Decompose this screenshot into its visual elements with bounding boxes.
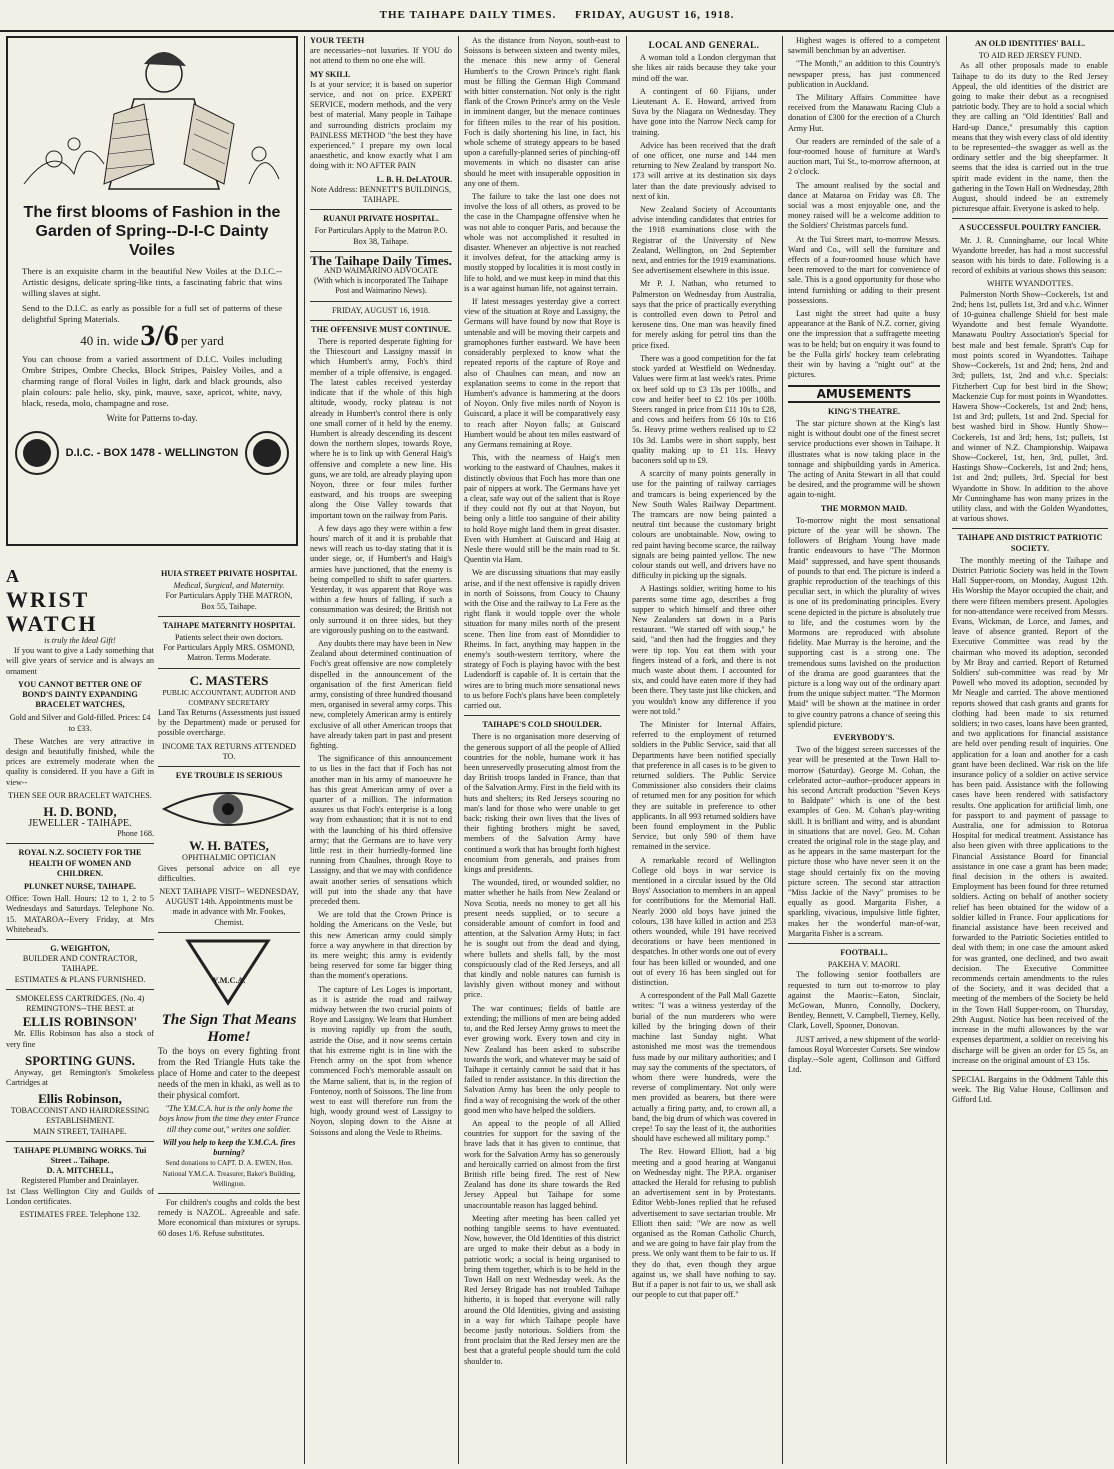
column-2 bbox=[310, 36, 452, 1464]
local-para: Advice has been received that the draft of one officer, one nurse and 144 men returning to New Zealand by transport No. 173 will arrive at its destination six days later than the date previously advised to next of kin. bbox=[632, 140, 776, 201]
shoulder-para: An appeal to the people of all Allied countries for support for the saving of the brave lads that it has given to continue, that work for the Salvation Army has so generously and heroically carried on almost from the first British rifle being fired. The rest of New Zealand has done its share towards the Red Jersey Appeal but Taihape for some unaccountable reason has lagged behind. bbox=[464, 1118, 620, 1210]
dic-seal-icon bbox=[14, 430, 60, 476]
watch-p3: Gold and Silver and Gold-filled. Prices: £4 to £33. bbox=[9, 713, 151, 733]
nazol-advert: For children's coughs and colds the best remedy is NAZOL. Agreeable and safe. More economical than mixtures or syrups. 60 doses 1/6. Refuse substitutes. bbox=[158, 1197, 300, 1238]
paper-sub: AND WAIMARINO ADVOCATE bbox=[323, 266, 438, 276]
ellis-guns: SPORTING GUNS. bbox=[24, 1052, 136, 1068]
masters-sub: PUBLIC ACCOUNTANT, AUDITOR AND COMPANY SECRETARY bbox=[162, 687, 296, 707]
bates-body2: NEXT TAIHAPE VISIT-- WEDNESDAY, AUGUST 14th. Appointments must be made in advance with Mr. Fookes, Chemist. bbox=[159, 887, 299, 927]
column-6 bbox=[952, 36, 1108, 1464]
leader-para: A few days ago they were within a few hours' march of it and it is probable that news will reach us to-day stating that it is under siege, or, if Humbert's and Haig's armies have junctioned, that the enemy is being compelled to shift to safer quarters. Yesterday, it was apparent that Roye was within a few hours of falling, if such a consummation was desired; the British not only surround it on three sides, but they are vigorously pushing on to the eastward. bbox=[310, 523, 452, 635]
leader-title: THE OFFENSIVE MUST CONTINUE. bbox=[311, 324, 451, 334]
maternity-sub: Patients select their own doctors. bbox=[174, 633, 283, 643]
ymca-body: To the boys on every fighting front from the Red Triangle Huts take the place of Home and cater to the deepest needs of the men in khaki, as well as to their physical comfort. bbox=[158, 1046, 300, 1101]
bond-phone: Phone 168. bbox=[117, 829, 154, 839]
ball-body: As all other proposals made to enable Taihape to do its duty to the Red Jersey Appeal, the old identities of the district are going to make their debut as a recognised patriotic body. They are to hold a social which they are calling an "Old Identities' Ball and Hard-up Dance," presumably this caption means that they wish every class of old identity to be represented--the swagger as well as the ordinary settler and the big sheepfarmer. It seems that the idea is carried out in the true spirit made evident in the name, then the gathering in the Town Hall on Wednesday, 28th August, should indeed be an extremely picturesque affair. Everyone is asked to help. bbox=[952, 61, 1108, 214]
football-title: FOOTBALL. bbox=[840, 948, 888, 958]
dic-price-unit: per yard bbox=[180, 333, 224, 349]
bates-sub: OPHTHALMIC OPTICIAN bbox=[182, 853, 276, 863]
oddment-advert: SPECIAL Bargains in the Oddment Table this week. The Big Value House, Collinson and Gifford Ltd. bbox=[952, 1074, 1108, 1105]
column-5 bbox=[788, 36, 940, 1464]
dic-address: D.I.C. - BOX 1478 - WELLINGTON bbox=[65, 446, 239, 459]
mormon-title: THE MORMON MAID. bbox=[820, 503, 908, 513]
dic-price-width: 40 in. wide bbox=[80, 333, 139, 349]
local-para: New Zealand Society of Accountants advise intending candidates that entries for the 1918 examinations close with the Registrar of the University of New Zealand, Wellington, on 2nd September next, and entries for the 1919 examinations. See advertisement elsewhere in this issue. bbox=[632, 205, 776, 276]
dentist-name: L. B. H. DeLATOUR. bbox=[376, 174, 452, 184]
column-rule bbox=[782, 36, 783, 1464]
bates-body: Gives personal advice on all eye difficulties. bbox=[158, 863, 300, 883]
ellis-name: ELLIS ROBINSON' bbox=[22, 1014, 138, 1030]
column-rule bbox=[946, 36, 947, 1464]
masters-body: Land Tax Returns (Assessments just issued by the Department) made or perused for possible overcharge. bbox=[158, 708, 300, 738]
plumbing-title: TAIHAPE PLUMBING WORKS. Tui Street .. Taihape. bbox=[13, 1145, 147, 1165]
watch-sub: is truly the Ideal Gift! bbox=[44, 636, 116, 645]
skill-title: MY SKILL bbox=[310, 69, 351, 79]
local-para: A scarcity of many points generally in use for the painting of railway carriages and tramcars is being experienced by the New South Wales Railway Department. The tramcars are now being painted a neutral tint because the customary bright colours are unobtainable. Now, owing to red paint having become scarce, the railway signals are being painted yellow. The new colour stands out well, and drivers have no difficulty in picking up the signals. bbox=[632, 469, 776, 581]
dic-price bbox=[14, 319, 290, 353]
left-adverts bbox=[6, 564, 154, 1220]
column-rule bbox=[626, 36, 627, 1464]
ellis-line2: REMINGTON'S--THE BEST. at bbox=[26, 1004, 134, 1014]
plunket-title: ROYAL N.Z. SOCIETY FOR THE HEALTH OF WOMEN AND CHILDREN. bbox=[18, 848, 142, 878]
patriotic-title: TAIHAPE AND DISTRICT PATRIOTIC SOCIETY. bbox=[957, 533, 1103, 553]
dic-advert bbox=[6, 36, 298, 546]
ball-title: AN OLD IDENTITIES' BALL. bbox=[974, 39, 1086, 48]
football-sub: PAKEHA V. MAORI. bbox=[827, 960, 901, 970]
watch-p2: YOU CANNOT BETTER ONE OF BOND'S DAINTY EXPANDING BRACELET WATCHES, bbox=[17, 679, 143, 710]
dic-intro: There is an exquisite charm in the beautiful New Voiles at the D.I.C.--Artistic designs, delicate spring-like tints, a fascinating fabric that wins willing slaves at sight. bbox=[22, 266, 282, 299]
shoulder-para: There is no organisation more deserving of the generous support of all the people of Allied countries for the noble, humane work it has been unreservedly prosecuting almost from the day British troops landed in France, than that of the Salvation Army. First in the field with its huts and shelters; its Red Jerseys scouring no man's land for those who were unable to get back; risking their own lives that the lives of their fighting brothers might be saved, members of the Salvation Army have continued a work that has brought forth highest encomium from generals, and praises from kings and presidents. bbox=[464, 732, 620, 875]
dentist-note: Note Address: BENNETT'S BUILDINGS, TAIHAPE. bbox=[310, 184, 452, 205]
plunket-body: Office: Town Hall. Hours: 12 to 1, 2 to 5 Wednesdays and Saturdays. Telephone No. 15. MATAROA--Every Friday, at Mrs Whitehead's. bbox=[6, 894, 154, 934]
bond-trade: JEWELLER - TAIHAPE. bbox=[28, 818, 132, 830]
eye-icon bbox=[158, 783, 298, 835]
local-title: LOCAL AND GENERAL. bbox=[648, 40, 760, 50]
everybodys-title: EVERYBODY'S. bbox=[833, 733, 895, 742]
huia-sub: Medical, Surgical, and Maternity. bbox=[173, 581, 285, 591]
plumbing-p2: ESTIMATES FREE. Telephone 132. bbox=[19, 1209, 141, 1219]
local-para: Our readers are reminded of the sale of a four-roomed house of furniture at Ward's auction mart, Tui St., to-morrow afternoon, at 2 o'clock. bbox=[788, 136, 940, 177]
paper-title: The Taihape Daily Times. bbox=[310, 252, 452, 268]
weighton-line: ESTIMATES & PLANS FURNISHED. bbox=[14, 974, 146, 984]
plumbing-trade: Registered Plumber and Drainlayer. bbox=[21, 1176, 139, 1186]
leader-para: There is reported desperate fighting for the Thiescourt and Lassigny massif in which Humbert's army, Foch's third member of a triple offensive, is engaged. The latest cables received yesterday indicate that if the whole of this high altitude, woody, rocky plateau is not already in Humbert's control there is only one small corner of it held by the enemy. Humbert is already descending its descent down the northern slopes, towards Roye, where he is to link up with General Haig's offensive and complete a new line. His guns, we are told, are already playing upon Noyon, three or four miles further eastward, and his troops are sweeping along the Oise Valley towards that important town on the railway from Paris. bbox=[310, 337, 452, 520]
ymca-sign: The Sign That Means Home! bbox=[161, 1012, 297, 1046]
local-para: At the Tui Street mart, to-morrow Messrs. Ward and Co., will sell the furniture and effects of a four-roomed house which have been removed to the mart for convenience of sale. This is a good opportunity for those who intend furnishing or adding to their present possessions. bbox=[788, 234, 940, 305]
local-para: A correspondent of the Pall Mall Gazette writes: "I was a witness yesterday of the burial of the nun murderers who were killed by the bringing down of their machine last Sunday night. What astonished me most was the tremendous fuss made by our military authorities; and I may say the comments of the spectators, of whom there were hundreds, were the reverse of complimentary. Not only were men provided as bearers, but there were actually a firing party, and, to crown all, a band, the big drum of which was covered in crepe! To say the least of it, the authorities should have eschewed all military pomp." bbox=[632, 991, 776, 1144]
watch-title-a: A bbox=[6, 566, 21, 586]
amusements-heading: AMUSEMENTS bbox=[788, 385, 940, 403]
patriotic-body: The monthly meeting of the Taihape and District Patriotic Society was held in the Town Hall Supper-room, on Monday, August 12th. His Worship the Mayor occupied the chair, and there were fifteen members present. Apologies for non-attendance were received from Messrs. Evans, Wickman, de Lorce, and James, and leave of absence granted. Report of the Executive Committee was read by the chairman who moved its adoption, seconded by Mr Bray and carried. Report of Returned Soldiers' sub-committee was read by Mr Powell who moved its adoption, seconded by Mr Neagle and carried. The above mentioned reports showed that cash grants and grants for clothing had been made to six returned soldiers; in two cases, loans have been granted, and two applications for financial assistance are held over pending result of inquiries. One application for a loan and another for a cash grant have been declined. War risk on the life insurance policy of a soldier on active service has been paid. Assistance with the following cases have been rendered with satisfactory results. One application for artificial limb, one for passport to and payment of passage to Australia, one for admission to Rotorua Hospital for medical treatment. Assistance has also been given with three applications to the Financial Assistance Board for financial assistance in one case a grant has been made; final decision in the others is awaited. Employment has been found for three returned soldiers. Acting on behalf of another society relief has been obtained for the widow of a soldier killed in France. Four applications for financial assistance have been received and forwarded to the Patriotic Societies entitled to deal with them; in one case the amount asked for was granted, one declined, and two await decision. The Executive Committee recommends certain amendments to the rules of the Society, and it was decided that a meeting of the members of the Society be held in the Town Hall Supper-room, on Thursday, 29th August. Notice has been received of the increase in the mufti allowances by the war expenses department, a soldier on receiving his discharge will be given an order for £5 5s, an increase on the original amount of £3 15s. bbox=[952, 555, 1108, 1065]
leader-para: The failure to take the last one does not involve the loss of all others, as proved to be the case in the Champagne offensive when he was not able to conquer Paris, and because the whole was not accomplished it resulted in disaster. Whenever an objective is not reached it involves defeat, for the attacking army is mostly stopped by localities it is most costly in life to hold, and we must keep in mind that this is a war against human life, not against terrain. bbox=[464, 192, 620, 293]
plumbing-name: D. A. MITCHELL, bbox=[46, 1166, 114, 1176]
ruanui-body: For Particulars Apply to the Matron P.O. Box 38, Taihape. bbox=[314, 226, 448, 246]
paper-date: FRIDAY, AUGUST 16, 1918. bbox=[331, 305, 431, 315]
leader-para: The significance of this announcement to us lies in the fact that if Foch has not another man in his army of manoeuvre he has this great American army of over a quarter of a million. The information assures us that Foch's enterprise is a long way from exhaustion; that it is not to end with the launching of his third offensive army; that the Germans are to have very little rest in their hurriedly-formed line running from Chaulnes, through Roye to Lassigny, and that we may with confidence await another series of sensations which will put into the shade any that have preceded them. bbox=[310, 754, 452, 907]
shoulder-para: The wounded, tired, or wounded soldier, no matter whether he hails from New Zealand or Nova Scotia, needs no money to get all his present needs supplied, or to secure a considerable amount of comfort in food and attention, at the Salvation Army Huts; in fact he is sought out from the dead and dying, where bullets and shells fall, by the most conspicuously clad of the Red Jerseys, and all that kindly and noble natures can furnish is lavishly given without money and without price. bbox=[464, 878, 620, 1000]
column-1b bbox=[158, 566, 300, 1464]
leader-para: We are discussing situations that may easily arise, and if the next offensive is rapidly driven in north of Soissons, from Coucy to Chauny with the Oise and the railway to La Fere as the right flank it would topple over the whole situation for many miles north of the present scene. Then line from east of Montdidier to Rheims. In fact, anything may happen in the enemy's south-western territory, where the strategy of Foch is playing havoc with the best Ludendorff is capable of. It is certain that the wires are to bring much more sensational news to us before Foch's plans have been completely carried out. bbox=[464, 568, 620, 710]
local-para: A Hastings soldier, writing home to his parents some time ago, describes a frog supper to which himself and three other New Zealanders sat down in a Paris restaurant. "We started off with soup," he said, "and then had the froggies and they were tip top. You eat them with your fingers instead of a fork, and there is not much waste about them. I accounted for six, and could have eaten more if they had been there. They taste just like chicken, and you wouldn't know any difference if you were not told." bbox=[632, 584, 776, 716]
ymca-send: Send donations to CAPT. D. A. EWEN, Hon. National Y.M.C.A. Treasurer, Baker's Building, Wellington. bbox=[162, 1159, 296, 1188]
ball-sub: TO AID RED JERSEY FUND. bbox=[978, 51, 1082, 61]
column-rule bbox=[304, 36, 305, 1464]
shoulder-para: The war continues; fields of battle are extending; the millions of men are being added to, and the Red Jersey Army grows to meet the ever growing work. Every town and city in New Zealand has been asked to subscribe towards the work, and whatever may be said of Taihape it certainly cannot be said that it has failed to render assistance. In this direction the Salvation Army has been the only people to find a way of recognising the work of the other good men who have helped the soldiers. bbox=[464, 1003, 620, 1115]
local-para: A remarkable record of Wellington College old boys in war service is mentioned in a circular issued by the Old Boys' Association to members in an appeal for contributions for the Memorial Hall. Nearly 2000 old boys have joined the colours, 138 have killed in action and 253 others wounded, while 191 have received decorations or have been mentioned in despatches. In other words one out of every four has been killed or wounded, and one out of every 16 has been singled out for distinction. bbox=[632, 855, 776, 988]
watch-p1: If you want to give a Lady something that will give years of service and is always an ornament bbox=[6, 646, 154, 676]
kings-title: KING'S THEATRE. bbox=[827, 406, 901, 416]
masters-name: C. MASTERS bbox=[189, 672, 269, 688]
leader-para: If latest messages yesterday give a correct view of the situation at Roye and Lassigny, the Germans will have found by now that Roye is untenable and will be moving their carpets and gramophones further eastward. We have been considerably perplexed to know what the repeated reports of the capture of Roye and also of Chaulnes can mean, and now an explanation seems to come in the report that Humbert's advance is hammering at the doors of Noyon. Only five miles north of Noyon is Guiscard, a place it will be comparatively easy to reach after Noyon falls; at Guiscard Humbert would be about ten miles eastward of any Germans remaining at Roye. bbox=[464, 297, 620, 449]
local-para: The amount realised by the social and dance at Mataroa on Friday was £8. The social was a most enjoyable one, and the money raised will be a welcome addition to the Soldiers' Christmas parcels fund. bbox=[788, 180, 940, 231]
skill-body: Is at your service; it is based on superior service, and not on price. EXPERT SERVICE, modern methods, and the very best of material. Many people in Taihape and surrounding districts proclaim my PAINLESS METHOD "the best they have experienced." I prepare my own local anaesthetic, and know exactly what I am doing with it: NO AFTER PAIN bbox=[310, 79, 452, 171]
watch-title-watch: WATCH bbox=[6, 611, 98, 636]
local-para: The Rev. Howard Elliott, had a big meeting and a good hearing at Wanganui on Wednesday night. The P.P.A. organiser attacked the Herald for refusing to publish an advertisement sent in by Protestants. Editor Webb-Jones replied that he refused advertisement to save sectarian trouble. Mr Elliott then said: "We are now as well organised as the Roman Catholic Church, and we are going to have fair play from the press. We only want them to be fair to us. If they do that, even though they argue against us, we shall have nothing to say. But if a paper is not fair to us, we shall ask our people to cut that paper off." bbox=[632, 1147, 776, 1300]
poultry-title: A SUCCESSFUL POULTRY FANCIER. bbox=[959, 223, 1101, 233]
column-3 bbox=[464, 36, 620, 1464]
plunket-sub: PLUNKET NURSE, TAIHAPE. bbox=[24, 882, 136, 892]
column-rule bbox=[458, 36, 459, 1464]
kings-body: The star picture shown at the King's last night is without doubt one of the finest secret service productions ever shown in Taihape. It illustrates what is now taking place in the tonnage and shipbuilding yards in America. The acting of Anita Stewart in all that could be desired, and the programme will be shown again to-night. bbox=[788, 418, 940, 500]
ellis-name2: Ellis Robinson, bbox=[38, 1091, 122, 1107]
everybodys-body: Two of the biggest screen successes of the year will be presented at the Town Hall to-morrow (Saturday). George M. Cohan, the celebrated actor--author--producer appears in his second Artcraft production "Seven Keys to Baldpate" which is one of the best examples of Geo. M. Cohan's play-writing skill. It is brilliant and witty, and is abundant in situations that are novel. Geo. M. Cohan created the original role in the stage play, and as he appears in the same masterpart for the picture those who have never seen it on the stage should certainly fix on the moving picture screen. The second star attraction "Miss Jackie of the Navy" promises to be equally as good. Margarita Fisher, a sparkling, vivacious, impulsive little fighter, makes her the wonderful man-of-war, Margarita Fisher is a scream. bbox=[788, 745, 940, 938]
dic-write: Write for Patterns to-day. bbox=[106, 413, 198, 424]
ellis-p4: MAIN STREET, TAIHAPE. bbox=[33, 1126, 127, 1136]
dic-price-value: 3/6 bbox=[140, 319, 179, 353]
teeth-title: YOUR TEETH bbox=[310, 36, 365, 45]
weighton-trade: BUILDER AND CONTRACTOR, TAIHAPE. bbox=[22, 954, 138, 974]
leader-para: The capture of Les Loges is important, as it is astride the road and railway midway between the two crucial points of Roye and Lassigny. We learn that Humbert is moving rapidly up from the south, astride the Oise, and it now seems certain that his extreme right is in line with the French army on the spot from whence commenced Foch's memorable assault on the Marne salient, that is, in the region of Fontenoy, north of Soissons. The line from west to east will therefore run from the high, woody ground west of Lassigny to Noyon, sloping down to the Aisne at Soissons and along the Vesle to Rheims. bbox=[310, 984, 452, 1137]
leader-para: We are told that the Crown Prince is holding the Americans on the Vesle, but this new American army could simply force a way anywhere in that direction by its mere weight; this army is evidently being reserved for some far bigger thing than the moment's operations. bbox=[310, 910, 452, 981]
masthead-title: THE TAIHAPE DAILY TIMES. bbox=[379, 9, 557, 21]
local-para: "The Month," an addition to this Country's newspaper press, has just commenced publication in Auckland. bbox=[788, 59, 940, 89]
plumbing-p1: 1st Class Wellington City and Guilds of London certificates. bbox=[6, 1186, 154, 1206]
ellis-line1: SMOKELESS CARTRIDGES. (No. 4) bbox=[15, 993, 145, 1003]
dic-footer bbox=[14, 430, 290, 476]
dic-headline: The first blooms of Fashion in the Garden of Spring--D-I-C Dainty Voiles bbox=[23, 204, 281, 260]
leader-para: Any doubts there may have been in New Zealand about determined continuation of Foch's great offensive are now completely dispelled in the announcement of the organisation of the first American field army, consisting of three hundred thousand men, organised in several army corps. This new, completely American army is entirely exclusive of all other American troops that have already taken part in past and present fighting. bbox=[310, 638, 452, 750]
paper-note: (With which is incorporated The Taihape Post and Waimarino News). bbox=[313, 276, 449, 296]
eye-title: EYE TROUBLE IS SERIOUS bbox=[175, 771, 283, 781]
maternity-title: TAIHAPE MATERNITY HOSPITAL bbox=[162, 620, 296, 630]
dic-send: Send to the D.I.C. as early as possible for a full set of patterns of these delightful Spring Materials. bbox=[22, 303, 282, 325]
dic-seal-icon bbox=[244, 430, 290, 476]
huia-title: HUIA STREET PRIVATE HOSPITAL bbox=[160, 569, 298, 578]
football-body: The following senior footballers are requested to turn out to-morrow to play against the Maoris:--Eaton, Sinclair, McGowan, Munro, Connolly, Dockery, Bentley, Bennett, V. Campbell, Tierney, Kelly, Clark, Lovell, Spooner, Donovan. bbox=[788, 970, 940, 1031]
mormon-body: To-morrow night the most sensational picture of the year will be shown. The followers of Brigham Young have made frantic endeavours to have "The Mormon Maid" suppressed, and have spent thousands of pounds to that end. The picture is indeed a graphic reproduction of the teachings of this peculiar sect, in which the plurality of wives is one of its predominating principles. Every scene depicted in the picture is absolutely true to life, and the costumes worn by the Mormons are reproduced with absolute fidelity. Mae Murray is the heroine, and the supporting cast is a strong one. The tremendous sums lavished on the production of the drama are good guarantees that the picture is a long way out of the ordinary apart from the unique subject matter. "The Mormon Maid" will be shown at the matinee in order to give country patrons a chance of seeing this splendid picture. bbox=[788, 515, 940, 729]
watch-title-wrist: WRIST bbox=[6, 587, 90, 612]
ymca-triangle-icon bbox=[158, 937, 298, 1007]
masthead bbox=[0, 0, 1114, 32]
shoulder-para: Meeting after meeting has been called yet nothing tangible seems to have eventuated. Now, however, the Old Identities of this district are urged to make their debut as a body in patriotic work; a social is being organised to bring them together, which is to be held in the Town Hall on next Wednesday week. As the Red Jersey Brigade has not troubled Taihape hitherto, it is hoped that everyone will rally around the Old Identities, giving and assisting in a way for which Taihape people have become justly notorious. Soldiers from the front proclaim that the Red Jersey men are the best that a grateful people should turn the cold shoulder to. bbox=[464, 1213, 620, 1366]
shoulder-title: TAIHAPE'S COLD SHOULDER. bbox=[482, 720, 602, 730]
ellis-p1: Mr. Ellis Robinson has also a stock of very fine bbox=[6, 1029, 154, 1049]
corsets-advert: JUST arrived, a new shipment of the world-famous Royal Worcester Corsets. See window display.--Sole agent, Collinson and Gifford Ltd. bbox=[788, 1034, 940, 1075]
huia-body: For Particulars Apply THE MATRON, Box 55, Taihape. bbox=[165, 591, 293, 611]
ymca-label: Y.M.C.A. bbox=[212, 976, 246, 986]
fashion-illustration bbox=[14, 44, 290, 194]
ellis-p3: TOBACCONIST AND HAIRDRESSING ESTABLISHMENT. bbox=[10, 1106, 150, 1126]
leader-para: As the distance from Noyon, south-east to Soissons is between sixteen and twenty miles, the menace this new army of General Humbert's to the Crown Prince's right flank must be filling the German High Command with bitter consternation. Not only is the right flank of the Crown Prince's army on the Vesle in imminent danger, but the menace continues for fifteen miles to the rear of his position. Foch is daily shortening his line, in fact, his whole scheme of strategy appears to be based upon a carefully-planned series of pinching-off movements in which no disaster can arise should he meet with insuperable opposition in any one of them. bbox=[464, 36, 620, 188]
maternity-body: For Particulars Apply MRS. OSMOND, Matron. Terms Moderate. bbox=[163, 643, 295, 663]
local-para: Last night the street had quite a busy appearance at the Bank of N.Z. corner, giving one the impression that a suffragette meeting was to be held; but on enquiry it was found to be the Fulla girls' hockey team celebrating their win by having a "night out" at the pictures. bbox=[788, 309, 940, 380]
masthead-date: FRIDAY, AUGUST 16, 1918. bbox=[575, 9, 735, 21]
local-para: A woman told a London clergyman that she likes air raids because they take your mind off the war. bbox=[632, 53, 776, 83]
ruanui-title: RUANUI PRIVATE HOSPITAL. bbox=[323, 214, 439, 224]
wyandottes-heading: WHITE WYANDOTTES. bbox=[986, 279, 1074, 289]
local-para: There was a good competition for the fat stock yarded at Westfield on Wednesday. Values were firm at last week's rates. Prime ox beef sold up to £3 13s per 100lb., and cow and heifer beef to £2 10s per 100lb. Steers ranged in price from £11 10s to £28, and cows and heifers from £6 10s to £16 5s. Heavy prime wethers realised up to £2 10s 3d. Lambs were in short supply, best quality making up to £1 11s. Heavy baconers sold up to £9. bbox=[632, 353, 776, 465]
masters-body2: INCOME TAX RETURNS ATTENDED TO. bbox=[161, 741, 297, 761]
bond-name: H. D. BOND, bbox=[43, 804, 117, 820]
watch-p5: THEN SEE OUR BRACELET WATCHES. bbox=[8, 790, 152, 800]
leader-para: This, with the nearness of Haig's men working to the eastward of Chaulnes, makes it distinctly obvious that Foch has more than one pair of nippers at work. The Germans have yet a clear, safe way out of the salient that is Roye if they could not fly out at that Noyon, but being only a little too sanguine of their ability to hold Roye might land them in great disaster. Even with Humbert at Guiscard and Haig at Nesle there would still be the main road to St. Quentin via Ham. bbox=[464, 453, 620, 565]
local-para: The Military Affairs Committee have received from the Manawatu Racing Club a donation of £300 for the erection of a Church Army Hut. bbox=[788, 93, 940, 133]
ymca-help: Will you help to keep the Y.M.C.A. fires burning? bbox=[162, 1137, 296, 1158]
local-para: Highest wages is offered to a competent sawmill benchman by an advertiser. bbox=[788, 36, 940, 56]
local-para: Mr P. J. Nathan, who returned to Palmerston on Wednesday from Australia, says that the price of practically everything is controlled even down to Petrol and kerosene tins. One man was heavily fined for merely asking for petrol tins than the price fixed. bbox=[632, 279, 776, 350]
local-para: The Minister for Internal Affairs, referred to the employment of returned soldiers in the Public Service, said that all Departments have been notified specially that preference in all cases is to be given to returned soldiers. The Public Service Commissioner also considers their claims of returned men for any position for which they are suitable in preference to other applicants. In all 993 returned soldiers have been found employment in the Public Service, but only 590 of them have remained in the service. bbox=[632, 720, 776, 852]
poultry-body: Mr. J. R. Cunninghame, our local White Wyandotte breeder, has had a most successful season with his birds to date. Following is a record of exhibits at various shows this season: bbox=[952, 235, 1108, 276]
bates-name: W. H. BATES, bbox=[189, 838, 269, 854]
local-para: A contingent of 60 Fijians, under Lieutenant A. E. Howard, arrived from Suva by the Niagara on Wednesday. They have gone into the Narrow Neck camp for training. bbox=[632, 86, 776, 137]
weighton-name: G. WEIGHTON, bbox=[50, 944, 110, 954]
ellis-p2: Anyway, get Remington's Smokeless Cartridges at bbox=[6, 1067, 154, 1087]
ymca-quote: "The Y.M.C.A. hut is the only home the boys know from the time they enter France till they come out," writes one soldier. bbox=[159, 1104, 299, 1134]
teeth-body: are necessaries--not luxuries. If YOU do not attend to them no one else will. bbox=[310, 46, 452, 66]
dic-range: You can choose from a varied assortment of D.I.C. Voiles including Ombre Stripes, Ombre Checks, Block Stripes, Paisley Voiles, and a charming range of floral Voiles in light, dark and black grounds, also plain colours: pale helio, sky, pink, mauve, saxe, apricot, white, navy, black, reseda, molo, champagne and rose. bbox=[22, 354, 282, 409]
poultry-shows: Palmerston North Show--Cockerels, 1st and 2nd; hens 1st, pullets 1st, 3rd and v.h.c. Winner of 10-guinea challenge Shield for best male Wyandotte and best female Wyandotte. Manawatu Poultry Association's Special for best male and best female. Spratt's Cup for most points scored in Wyandottes. Taihape Show--Cockerels, 1st and 2nd; hens, 2nd and 3rd; pullets, 1st, 2nd and v.h.c. Specials: Fitzherbert Cup for best bird in the Show; Mackenzie Cup for most points in Wyandottes. Hawera Show--Cockerels, 1st and 2nd; hens, 1st and 3rd; pullets, 1st and 2nd. Special for best washed bird in Show. Huntly Show--Cockerels, 1st and 3rd; hens, 1st; pullets, 1st and winner of N.Z. Championship. Waipawa Show--Cockerel, 1st, hen, 3rd, pullet, 3rd. Hastings Show--Cockerels, 1st and 2nd; hens, 1st and 2nd; pullets, 3rd. Special for best Wyandotte in Show. In addition to the above Mr Cunninghame has won many prizes in the utility class, and with the Golden Wyandottes, at various shows. bbox=[952, 289, 1108, 524]
watch-p4: These Watches are very attractive in design and beautifully finished, while the prices are extremely moderate when the quality is considered. If you have a Gift in view-- bbox=[6, 736, 154, 787]
column-4 bbox=[632, 36, 776, 1464]
